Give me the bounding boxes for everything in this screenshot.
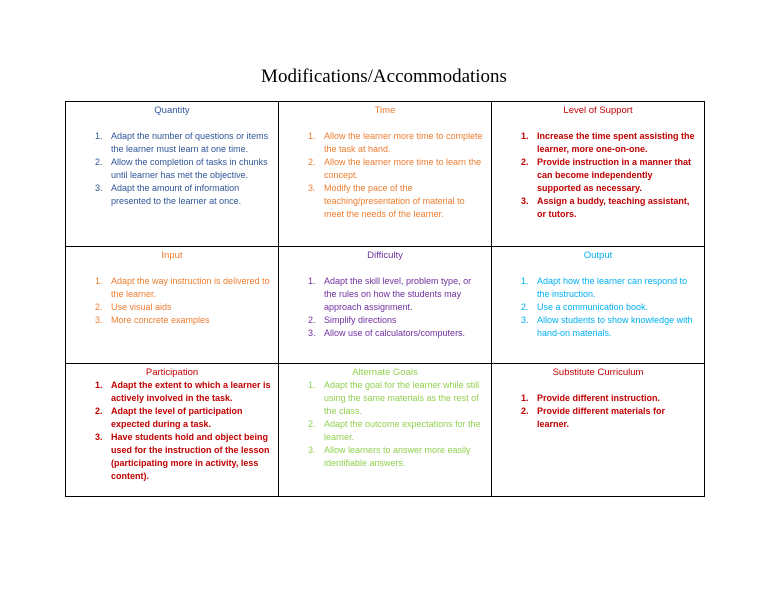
cell-heading-level-of-support: Level of Support [563, 105, 633, 116]
list-item: 3. Assign a buddy, teaching assistant, or tutors. [531, 195, 698, 221]
list-item: 1. Adapt the goal for the learner while still using the same materials as the rest of the class. [318, 379, 485, 418]
list-input [72, 275, 272, 327]
list-item: 1. Adapt the number of questions or items the learner must learn at one time. [105, 130, 272, 156]
cell-heading-quantity: Quantity [154, 105, 190, 116]
list-difficulty [285, 275, 485, 340]
list-item: 2. Allow the completion of tasks in chunks until learner has met the objective. [105, 156, 272, 182]
cell-heading-time: Time [374, 105, 396, 116]
list-item: 3. More concrete examples [105, 314, 272, 327]
cell-heading-difficulty: Difficulty [367, 250, 403, 261]
list-item: 3. Allow use of calculators/computers. [318, 327, 485, 340]
list-time [285, 130, 485, 221]
cell-heading-output: Output [583, 250, 613, 261]
cell-input [66, 247, 279, 364]
table-row [66, 247, 705, 364]
cell-difficulty [279, 247, 492, 364]
list-item: 2. Allow the learner more time to learn the concept. [318, 156, 485, 182]
list-item: 1. Allow the learner more time to complete the task at hand. [318, 130, 485, 156]
list-item: 2. Adapt the level of participation expected during a task. [105, 405, 272, 431]
list-item: 3. Adapt the amount of information presented to the learner at once. [105, 182, 272, 208]
list-alternate-goals [285, 379, 485, 470]
cell-quantity [66, 102, 279, 247]
list-quantity [72, 130, 272, 208]
cell-participation [66, 364, 279, 497]
page-title: Modifications/Accommodations [261, 66, 507, 87]
cell-substitute-curriculum [492, 364, 705, 497]
list-participation [72, 379, 272, 483]
list-item: 2. Provide different materials for learner. [531, 405, 698, 431]
list-item: 2. Adapt the outcome expectations for the learner. [318, 418, 485, 444]
list-item: 2. Use visual aids [105, 301, 272, 314]
list-substitute-curriculum [498, 392, 698, 431]
cell-heading-participation: Participation [145, 367, 199, 378]
accommodations-table [65, 101, 705, 497]
list-item: 2. Provide instruction in a manner that can become independently supported as necessary. [531, 156, 698, 195]
list-item: 1. Adapt the skill level, problem type, or the rules on how the students may approach assignment. [318, 275, 485, 314]
cell-heading-substitute-curriculum: Substitute Curriculum [552, 367, 644, 378]
list-level-of-support [498, 130, 698, 221]
list-output [498, 275, 698, 340]
list-item: 3. Modify the pace of the teaching/presentation of material to meet the needs of the learner. [318, 182, 485, 221]
cell-alternate-goals [279, 364, 492, 497]
cell-heading-input: Input [161, 250, 183, 261]
table-row [66, 364, 705, 497]
cell-time [279, 102, 492, 247]
list-item: 3. Allow learners to answer more easily identifiable answers. [318, 444, 485, 470]
list-item: 1. Adapt the extent to which a learner is actively involved in the task. [105, 379, 272, 405]
cell-level-of-support [492, 102, 705, 247]
list-item: 3. Have students hold and object being used for the instruction of the lesson (participating more in activity, less content). [105, 431, 272, 483]
list-item: 2. Use a communication book. [531, 301, 698, 314]
list-item: 3. Allow students to show knowledge with hand-on materials. [531, 314, 698, 340]
list-item: 1. Adapt how the learner can respond to the instruction. [531, 275, 698, 301]
list-item: 1. Adapt the way instruction is delivered to the learner. [105, 275, 272, 301]
table-row [66, 102, 705, 247]
list-item: 1. Provide different instruction. [531, 392, 698, 405]
list-item: 1. Increase the time spent assisting the learner, more one-on-one. [531, 130, 698, 156]
cell-output [492, 247, 705, 364]
list-item: 2. Simplify directions [318, 314, 485, 327]
cell-heading-alternate-goals: Alternate Goals [352, 367, 418, 378]
